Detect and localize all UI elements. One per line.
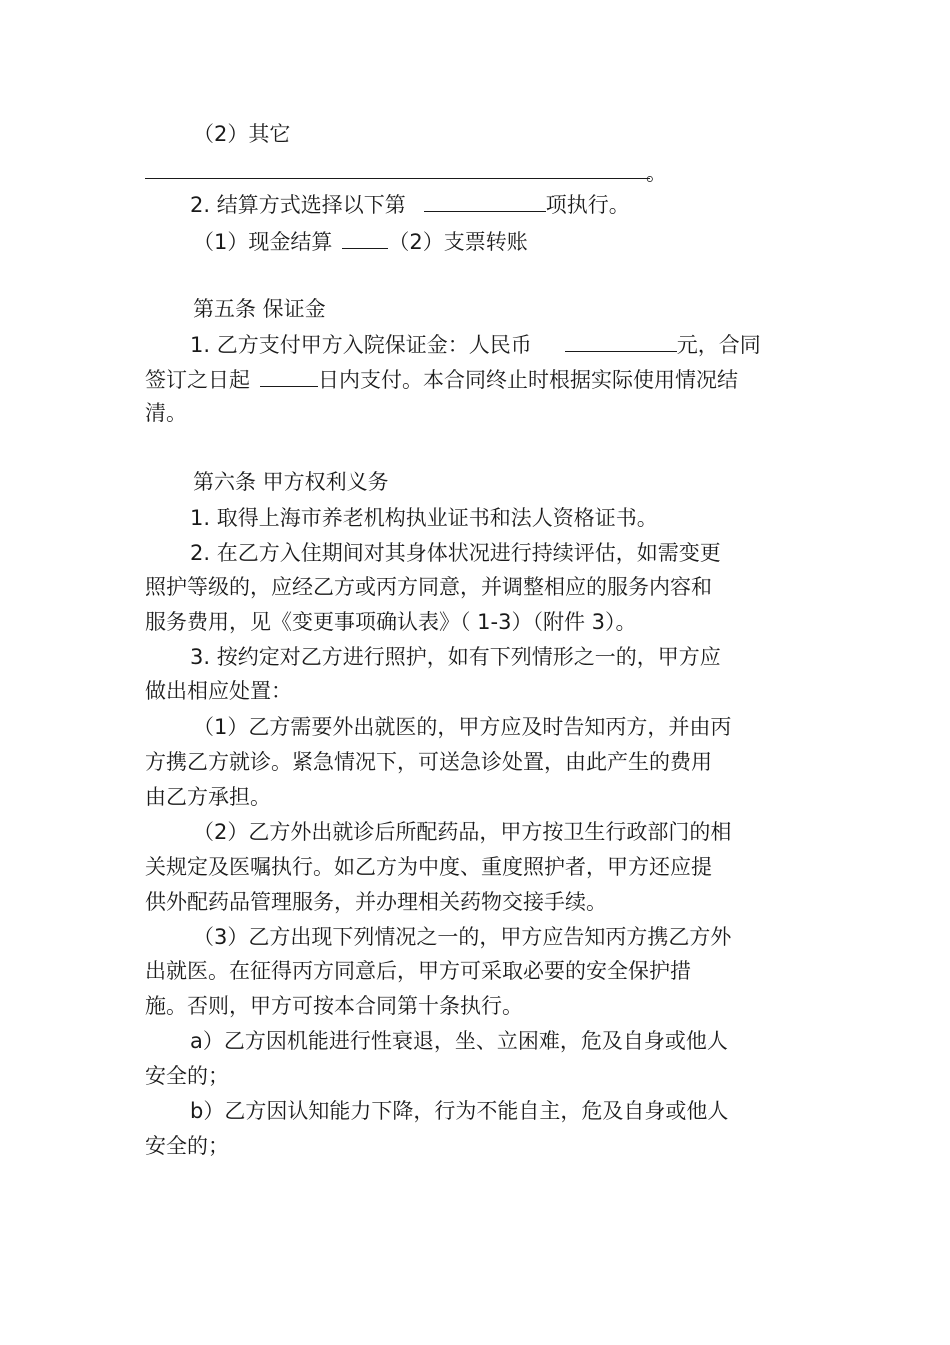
sub-item-1-text-1: （1）乙方需要外出就医的，甲方应及时告知丙方，并由丙 — [193, 715, 732, 739]
sub-item-1-text-3: 由乙方承担。 — [145, 785, 271, 809]
sub-item-2-text-1: （2）乙方外出就诊后所配药品，甲方按卫生行政部门的相 — [193, 820, 732, 844]
condition-b-text-1: b）乙方因认知能力下降，行为不能自主，危及自身或他人 — [190, 1099, 729, 1123]
deposit-clause-line-1 — [190, 327, 761, 362]
sub-item-2-text-2: 关规定及医嘱执行。如乙方为中度、重度照护者，甲方还应提 — [145, 855, 712, 879]
sub-item-1-line-2 — [145, 745, 712, 779]
cash-option-blank — [342, 224, 388, 249]
deposit-days-suffix: 日内支付。本合同终止时根据实际使用情况结 — [318, 368, 738, 392]
condition-b-text-2: 安全的； — [145, 1134, 229, 1158]
settlement-method-suffix: 项执行。 — [545, 193, 630, 217]
sub-item-2-text-3: 供外配药品管理服务，并办理相关药物交接手续。 — [145, 890, 607, 914]
article-6-heading — [193, 465, 389, 499]
other-blank-line — [145, 178, 650, 179]
settlement-choice-blank — [424, 187, 546, 212]
deposit-clause-suffix: 元，合同 — [676, 333, 761, 357]
party-a-item-3-text-1: 3. 按约定对乙方进行照护，如有下列情形之一的，甲方应 — [190, 645, 721, 669]
party-a-item-2-text-3: 服务费用，见《变更事项确认表》（ 1-3）（附件 3）。 — [145, 610, 637, 634]
party-a-item-2-line-1 — [190, 536, 721, 570]
party-a-item-3-line-1 — [190, 640, 721, 674]
item-other — [193, 117, 290, 151]
sub-item-3-line-2 — [145, 954, 691, 988]
settlement-options — [193, 224, 528, 259]
deposit-clause-line-3 — [145, 396, 187, 430]
settlement-method — [190, 187, 630, 222]
sub-item-3-text-1: （3）乙方出现下列情况之一的，甲方应告知丙方携乙方外 — [193, 925, 732, 949]
cash-option-label: （1）现金结算 — [193, 230, 333, 254]
party-a-item-1-text: 1. 取得上海市养老机构执业证书和法人资格证书。 — [190, 506, 658, 530]
sub-item-2-line-2 — [145, 850, 712, 884]
other-blank-end: 。 — [646, 161, 667, 185]
condition-b-line-1 — [190, 1094, 728, 1128]
deposit-clause-end: 清。 — [145, 401, 187, 425]
sub-item-3-line-1 — [193, 920, 731, 954]
party-a-item-2-line-2 — [145, 570, 712, 604]
sub-item-3-text-3: 施。否则，甲方可按本合同第十条执行。 — [145, 994, 523, 1018]
deposit-clause-text: 1. 乙方支付甲方入院保证金：人民币 — [190, 333, 532, 357]
party-a-item-2-text-1: 2. 在乙方入住期间对其身体状况进行持续评估，如需变更 — [190, 541, 721, 565]
article-5-heading — [193, 292, 326, 326]
condition-a-line-2 — [145, 1059, 229, 1093]
party-a-item-3-text-2: 做出相应处置： — [145, 679, 292, 703]
deposit-clause-line-2 — [145, 362, 738, 397]
cheque-option-label: （2）支票转账 — [388, 230, 528, 254]
sub-item-2-line-3 — [145, 885, 607, 919]
sub-item-3-text-2: 出就医。在征得丙方同意后，甲方可采取必要的安全保护措 — [145, 959, 691, 983]
article-6-title: 第六条 甲方权利义务 — [193, 470, 389, 494]
deposit-days-blank — [260, 362, 318, 387]
article-5-title: 第五条 保证金 — [193, 297, 326, 321]
condition-a-line-1 — [190, 1024, 728, 1058]
party-a-item-2-text-2: 照护等级的，应经乙方或丙方同意，并调整相应的服务内容和 — [145, 575, 712, 599]
sub-item-1-line-1 — [193, 710, 731, 744]
party-a-item-3-line-2 — [145, 674, 292, 708]
deposit-days-prefix: 签订之日起 — [145, 368, 250, 392]
party-a-item-1 — [190, 501, 658, 535]
sub-item-3-line-3 — [145, 989, 523, 1023]
condition-a-text-1: a）乙方因机能进行性衰退，坐、立困难，危及自身或他人 — [190, 1029, 728, 1053]
deposit-amount-blank — [565, 327, 677, 352]
settlement-method-text: 2. 结算方式选择以下第 — [190, 193, 406, 217]
sub-item-2-line-1 — [193, 815, 731, 849]
sub-item-1-text-2: 方携乙方就诊。紧急情况下，可送急诊处置，由此产生的费用 — [145, 750, 712, 774]
condition-b-line-2 — [145, 1129, 229, 1163]
item-other-text: （2）其它 — [193, 122, 291, 146]
party-a-item-2-line-3 — [145, 605, 637, 639]
sub-item-1-line-3 — [145, 780, 271, 814]
condition-a-text-2: 安全的； — [145, 1064, 229, 1088]
